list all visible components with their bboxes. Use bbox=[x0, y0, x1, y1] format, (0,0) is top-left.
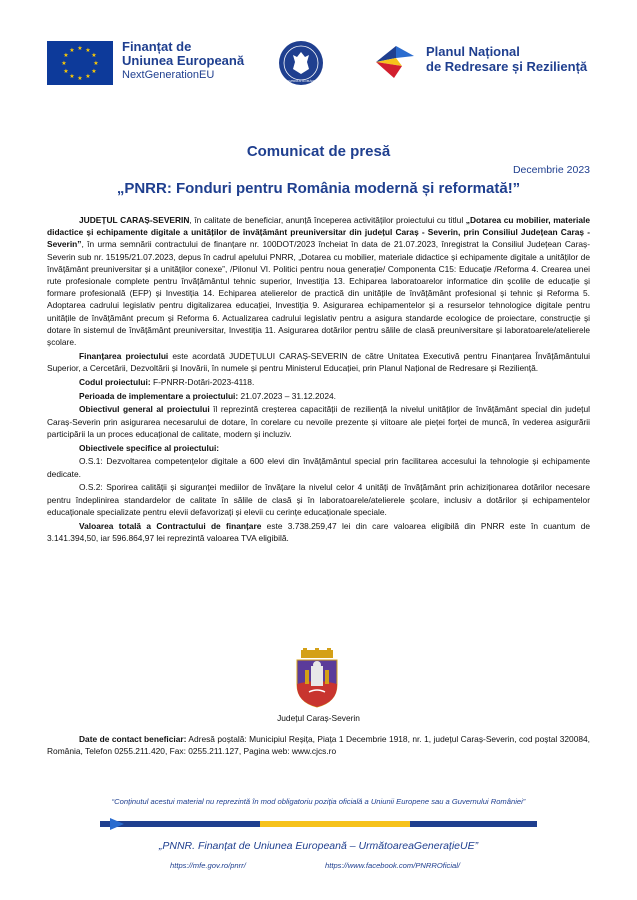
svg-text:★: ★ bbox=[69, 47, 75, 54]
period-label: Perioada de implementare a proiectului: bbox=[79, 390, 239, 401]
objective-os1: O.S.1: Dezvoltarea competențelor digitale a 600 elevi din învățământul special prin facilitarea accesului la tehnologie și echipamente dedicate. bbox=[47, 456, 590, 479]
eu-line-2: Uniunea Europeană bbox=[122, 53, 245, 68]
paragraph-specific-objectives bbox=[47, 442, 590, 454]
contact-label: Date de contact beneficiar: bbox=[79, 734, 187, 744]
pnrr-label bbox=[426, 44, 587, 74]
general-objective-label: Obiectivul general al proiectului bbox=[79, 404, 210, 415]
page-title: Comunicat de presă bbox=[246, 143, 391, 160]
pnrr-line-2: de Redresare și Reziliență bbox=[426, 59, 588, 74]
specific-objectives-label: Obiectivele specifice al proiectului: bbox=[79, 442, 220, 453]
pnrr-logo-icon bbox=[372, 42, 418, 82]
seal-text: GUVERNUL ROMÂNIEI bbox=[284, 79, 318, 83]
svg-text:★: ★ bbox=[69, 73, 75, 80]
eu-line-3: NextGenerationEU bbox=[122, 69, 215, 81]
facebook-link[interactable]: https://www.facebook.com/PNRROficial/ bbox=[325, 861, 461, 870]
press-release-body bbox=[47, 214, 590, 546]
header bbox=[0, 38, 637, 88]
beneficiary-name: JUDEȚUL CARAȘ-SEVERIN bbox=[79, 215, 190, 225]
svg-text:★: ★ bbox=[63, 68, 69, 75]
svg-text:★: ★ bbox=[77, 75, 83, 82]
government-seal-icon bbox=[278, 40, 324, 86]
footer-stripe bbox=[100, 817, 537, 829]
paragraph-intro bbox=[47, 214, 590, 348]
paragraph-code bbox=[47, 376, 590, 388]
disclaimer: “Conținutul acestui material nu reprezintă în mod obligatoriu poziția oficială a Uniunii Europene sau a Guvernului României” bbox=[111, 797, 526, 806]
footer-title: „PNNR. Finanțat de Uniunea Europeană – UrmătoareaGenerațieUE” bbox=[158, 840, 479, 852]
paragraph-value bbox=[47, 520, 590, 544]
funding-label: Finanțarea proiectului bbox=[79, 350, 169, 361]
value-text: este 3.738.259,47 lei din care valoarea eligibilă din PNRR este în cuantum de 3.141.394,50, iar 596.864,97 lei reprezintă valoarea TVA eligibilă. bbox=[47, 520, 591, 543]
objective-os2: O.S.2: Sporirea calității și siguranței mediilor de învățare la nivelul celor 4 unități de învățământ prin achiziționarea dotărilor necesare pentru îndeplinirea standardelor de calitate în sălile de clasă și în laboratoarele/atelierele școlare, inclusiv a dotărilor și echipamentelor educaționale specializate pentru elevii defavorizați și elevii cu cerințe educaționale speciale. bbox=[47, 482, 590, 517]
code-label: Codul proiectului: bbox=[79, 376, 151, 387]
value-label: Valoarea totală a Contractului de finanțare bbox=[79, 520, 262, 531]
period-value: 21.07.2023 – 31.12.2024. bbox=[238, 390, 336, 401]
code-value: F-PNRR-Dotări-2023-4118. bbox=[150, 376, 255, 387]
eu-funding-label bbox=[122, 40, 244, 82]
county-crest-icon bbox=[291, 648, 343, 708]
svg-text:★: ★ bbox=[77, 45, 83, 52]
eu-flag-icon bbox=[47, 41, 113, 85]
svg-text:★: ★ bbox=[63, 52, 69, 59]
svg-text:★: ★ bbox=[91, 68, 97, 75]
contact-text: Adresă poștală: Municipiul Reșița, Piața 1 Decembrie 1918, nr. 1, județul Caraș-Severin, cod poștal 320084, România, Telefon 0255.211.420, Fax: 0255.211.127, Pagina web: www.cjcs.ro bbox=[47, 734, 591, 757]
intro-text-2: , în urma semnării contractului de finanțare nr. 100DOT/2023 încheiat în data de 21.07.2023, înregistrat la Consiliul Județean Caraș-Severin sub nr. 15195/21.07.2023, depus în cadrul apelului PNRR, „Dotarea cu mobilier, materiale didactice și echipamente digitale a unităților de învățământ preuniversitar și a unităților conexe”, /Pilonul VI. Politici pentru noua generație/ Componenta C15: Educație /Reforma 4. Crearea unei rute profesionale complete pentru învățământul tehnic superior, Investiția 13. Echiparea laboratoarelor informatice din școlile de educație și formare profesională (EFP) și Investiția 14. Echiparea atelierelor de practică din unitățile de învățământ profesional și tehnic și Reforma 5. Adoptarea cadrului legislativ pentru digitalizarea educației, Investiția 9. Asigurarea echipamentelor și a resurselor tehnologice digitale pentru unitățile de învățământ precum și Reforma 6. Actualizarea cadrului legislativ pentru a asigura standarde ecologice de proiectare, construcție și dotare în sistemul de învățământ preuniversitar, Investiția 11. Asigurarea dotărilor pentru sălile de clasă preuniversitare și laboratoarele/atelierele școlare. bbox=[47, 239, 590, 348]
paragraph-period bbox=[47, 390, 590, 402]
intro-text-1: , în calitate de beneficiar, anunță începerea activităților proiectului cu titlul bbox=[189, 215, 466, 225]
contact-section bbox=[47, 733, 590, 757]
svg-text:★: ★ bbox=[85, 73, 91, 80]
eu-line-1: Finanțat de bbox=[122, 39, 192, 54]
paragraph-funding bbox=[47, 350, 590, 374]
document-date: Decembrie 2023 bbox=[512, 164, 590, 176]
svg-text:★: ★ bbox=[85, 47, 91, 54]
county-label: Județul Caraș-Severin bbox=[277, 713, 360, 723]
general-objective-text: îl reprezintă creșterea capacității de reziliență la nivelul unităților de învățământ special din județul Caraș-Severin prin asigurarea necesarului de dotare, în corelare cu nevoile prezente și viitoare ale pieței forței de muncă, în vederea asigurării participării la un proces educațional de calitate, modern și incluziv. bbox=[47, 404, 590, 439]
pnrr-line-1: Planul Național bbox=[426, 44, 520, 59]
page-subtitle: „PNRR: Fonduri pentru România modernă și reformată!” bbox=[116, 180, 521, 197]
mfe-link[interactable]: https://mfe.gov.ro/pnrr/ bbox=[170, 861, 246, 870]
funding-text: este acordată JUDEȚULUI CARAȘ-SEVERIN de către Unitatea Executivă pentru Finanțarea Învățământului Superior, a Cercetării, Dezvoltării și Inovării, în numele și pentru Ministerul Educației, prin Planul Național de Redresare și Reziliență. bbox=[47, 350, 590, 374]
paragraph-general-objective bbox=[47, 403, 590, 440]
contact-paragraph bbox=[47, 733, 590, 757]
svg-text:★: ★ bbox=[61, 60, 67, 67]
project-title: „Dotarea cu mobilier, materiale didactice și echipamente digitale a unităților de învățământ preuniversitar din județul Caraș - Severin, prin Consiliul Județean Caraș - Severin” bbox=[47, 215, 590, 250]
svg-text:★: ★ bbox=[93, 60, 99, 67]
svg-text:★: ★ bbox=[91, 52, 97, 59]
